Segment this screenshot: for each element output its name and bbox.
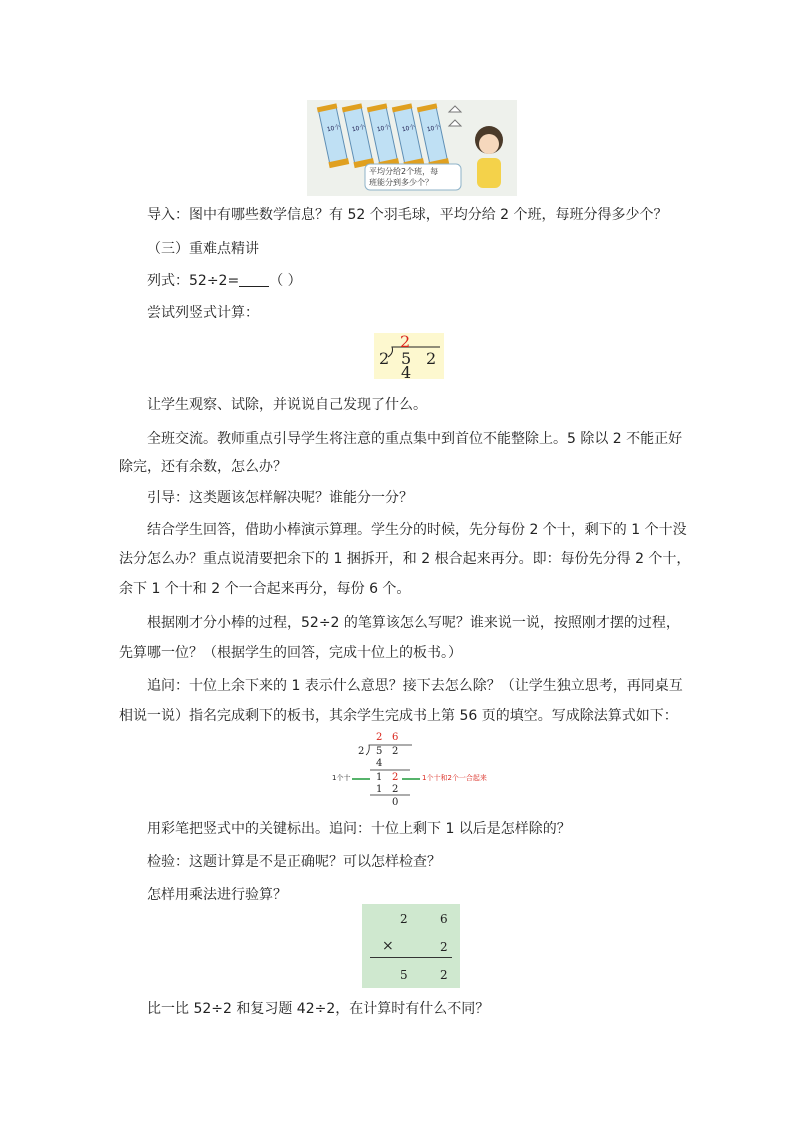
mult-top-tens: 2: [400, 912, 408, 926]
paragraph-question-1: 追问：十位上余下来的 1 表示什么意思？接下去怎么除？（让学生独立思考，再同桌互: [147, 678, 683, 694]
ld-step1: 4: [376, 758, 383, 769]
paragraph-observe: 让学生观察、试除，并说说自己发现了什么。: [147, 397, 427, 413]
ld-step2-tens: 1: [376, 784, 383, 795]
paragraph-written-2: 先算哪一位？（根据学生的回答，完成十位上的板书。）: [119, 645, 462, 661]
trial-dividend-ones: 2: [426, 349, 437, 368]
equation-line: [147, 272, 302, 290]
paragraph-discuss-2: 除完，还有余数，怎么办？: [119, 459, 287, 475]
ld-remainder-tens: 1: [376, 772, 383, 783]
long-division-lines: [330, 732, 510, 810]
multiplication-check-figure: [362, 904, 460, 988]
tube-label-1: 10个: [326, 123, 342, 134]
paragraph-question-2: 相说一说）指名完成剩下的板书，其余学生完成书上第 56 页的填空。写成除法算式如下：: [119, 708, 678, 724]
trial-division-figure: [374, 332, 444, 382]
ld-divisor: 2: [358, 746, 365, 757]
answer-blank: [239, 272, 269, 287]
long-division-figure: [330, 732, 510, 810]
ld-right-note: 1个十和2个一合起来: [422, 774, 487, 782]
paragraph-discuss-1: 全班交流。教师重点引导学生将注意的重点集中到首位不能整除上。5 除以 2 不能正好: [147, 431, 683, 447]
paragraph-demo-2: 法分怎么办？重点说清要把余下的 1 捆拆开，和 2 根合起来再分。即：每份先分得 2 个十，: [119, 551, 691, 567]
ld-left-note: 1个十: [332, 774, 351, 782]
tube-label-3: 10个: [376, 123, 392, 134]
trial-product: 4: [401, 363, 412, 382]
mult-multiplier: 2: [440, 940, 448, 954]
tube-label-4: 10个: [401, 123, 417, 134]
speech-text-2: 班能分到多少个？: [369, 178, 433, 187]
ld-quotient-tens: 2: [376, 732, 383, 743]
tube-label-2: 10个: [351, 123, 367, 134]
trial-dividend-tens: 5: [401, 349, 412, 368]
paragraph-intro: 导入：图中有哪些数学信息？有 52 个羽毛球，平均分给 2 个班，每班分得多少个？: [147, 207, 668, 223]
paragraph-check: 检验：这题计算是不是正确呢？可以怎样检查？: [147, 854, 441, 870]
paragraph-demo-1: 结合学生回答，借助小棒演示算理。学生分的时候，先分每份 2 个十，剩下的 1 个十没: [147, 522, 687, 538]
mult-result-tens: 5: [400, 968, 408, 982]
ld-quotient-ones: 6: [392, 732, 399, 743]
paragraph-demo-3: 余下 1 个十和 2 个一合起来再分，每份 6 个。: [119, 581, 411, 597]
paragraph-mark: 用彩笔把竖式中的关键标出。追问：十位上剩下 1 以后是怎样除的？: [147, 821, 571, 837]
paragraph-verify: 怎样用乘法进行验算？: [147, 887, 287, 903]
ld-step2-ones: 2: [392, 784, 399, 795]
paragraph-try: 尝试列竖式计算：: [147, 305, 259, 321]
badminton-illustration: [307, 100, 517, 196]
speech-text-1: 平均分给2个班，每: [369, 167, 439, 176]
paragraph-written-1: 根据刚才分小棒的过程，52÷2 的笔算该怎么写呢？谁来说一说，按照刚才摆的过程，: [147, 615, 680, 631]
mult-top-ones: 6: [440, 912, 448, 926]
section-heading: （三）重难点精讲: [147, 241, 259, 257]
mult-result-ones: 2: [440, 968, 448, 982]
paragraph-compare: 比一比 52÷2 和复习题 42÷2，在计算时有什么不同？: [147, 1001, 490, 1017]
ld-dividend-tens: 5: [376, 746, 383, 757]
ld-dividend-ones: 2: [392, 746, 399, 757]
trial-divisor: 2: [379, 349, 390, 368]
mult-operator: ×: [382, 938, 394, 954]
paragraph-guide: 引导：这类题该怎样解决呢？谁能分一分？: [147, 490, 413, 506]
trial-quotient: 2: [400, 332, 411, 351]
ld-final: 0: [392, 797, 399, 808]
equation-prefix: 列式：52÷2=: [147, 273, 240, 289]
mult-rule: [370, 957, 452, 958]
tube-label-5: 10个: [426, 123, 442, 134]
ld-bring-down: 2: [392, 772, 399, 783]
equation-suffix: （ ）: [269, 273, 302, 289]
